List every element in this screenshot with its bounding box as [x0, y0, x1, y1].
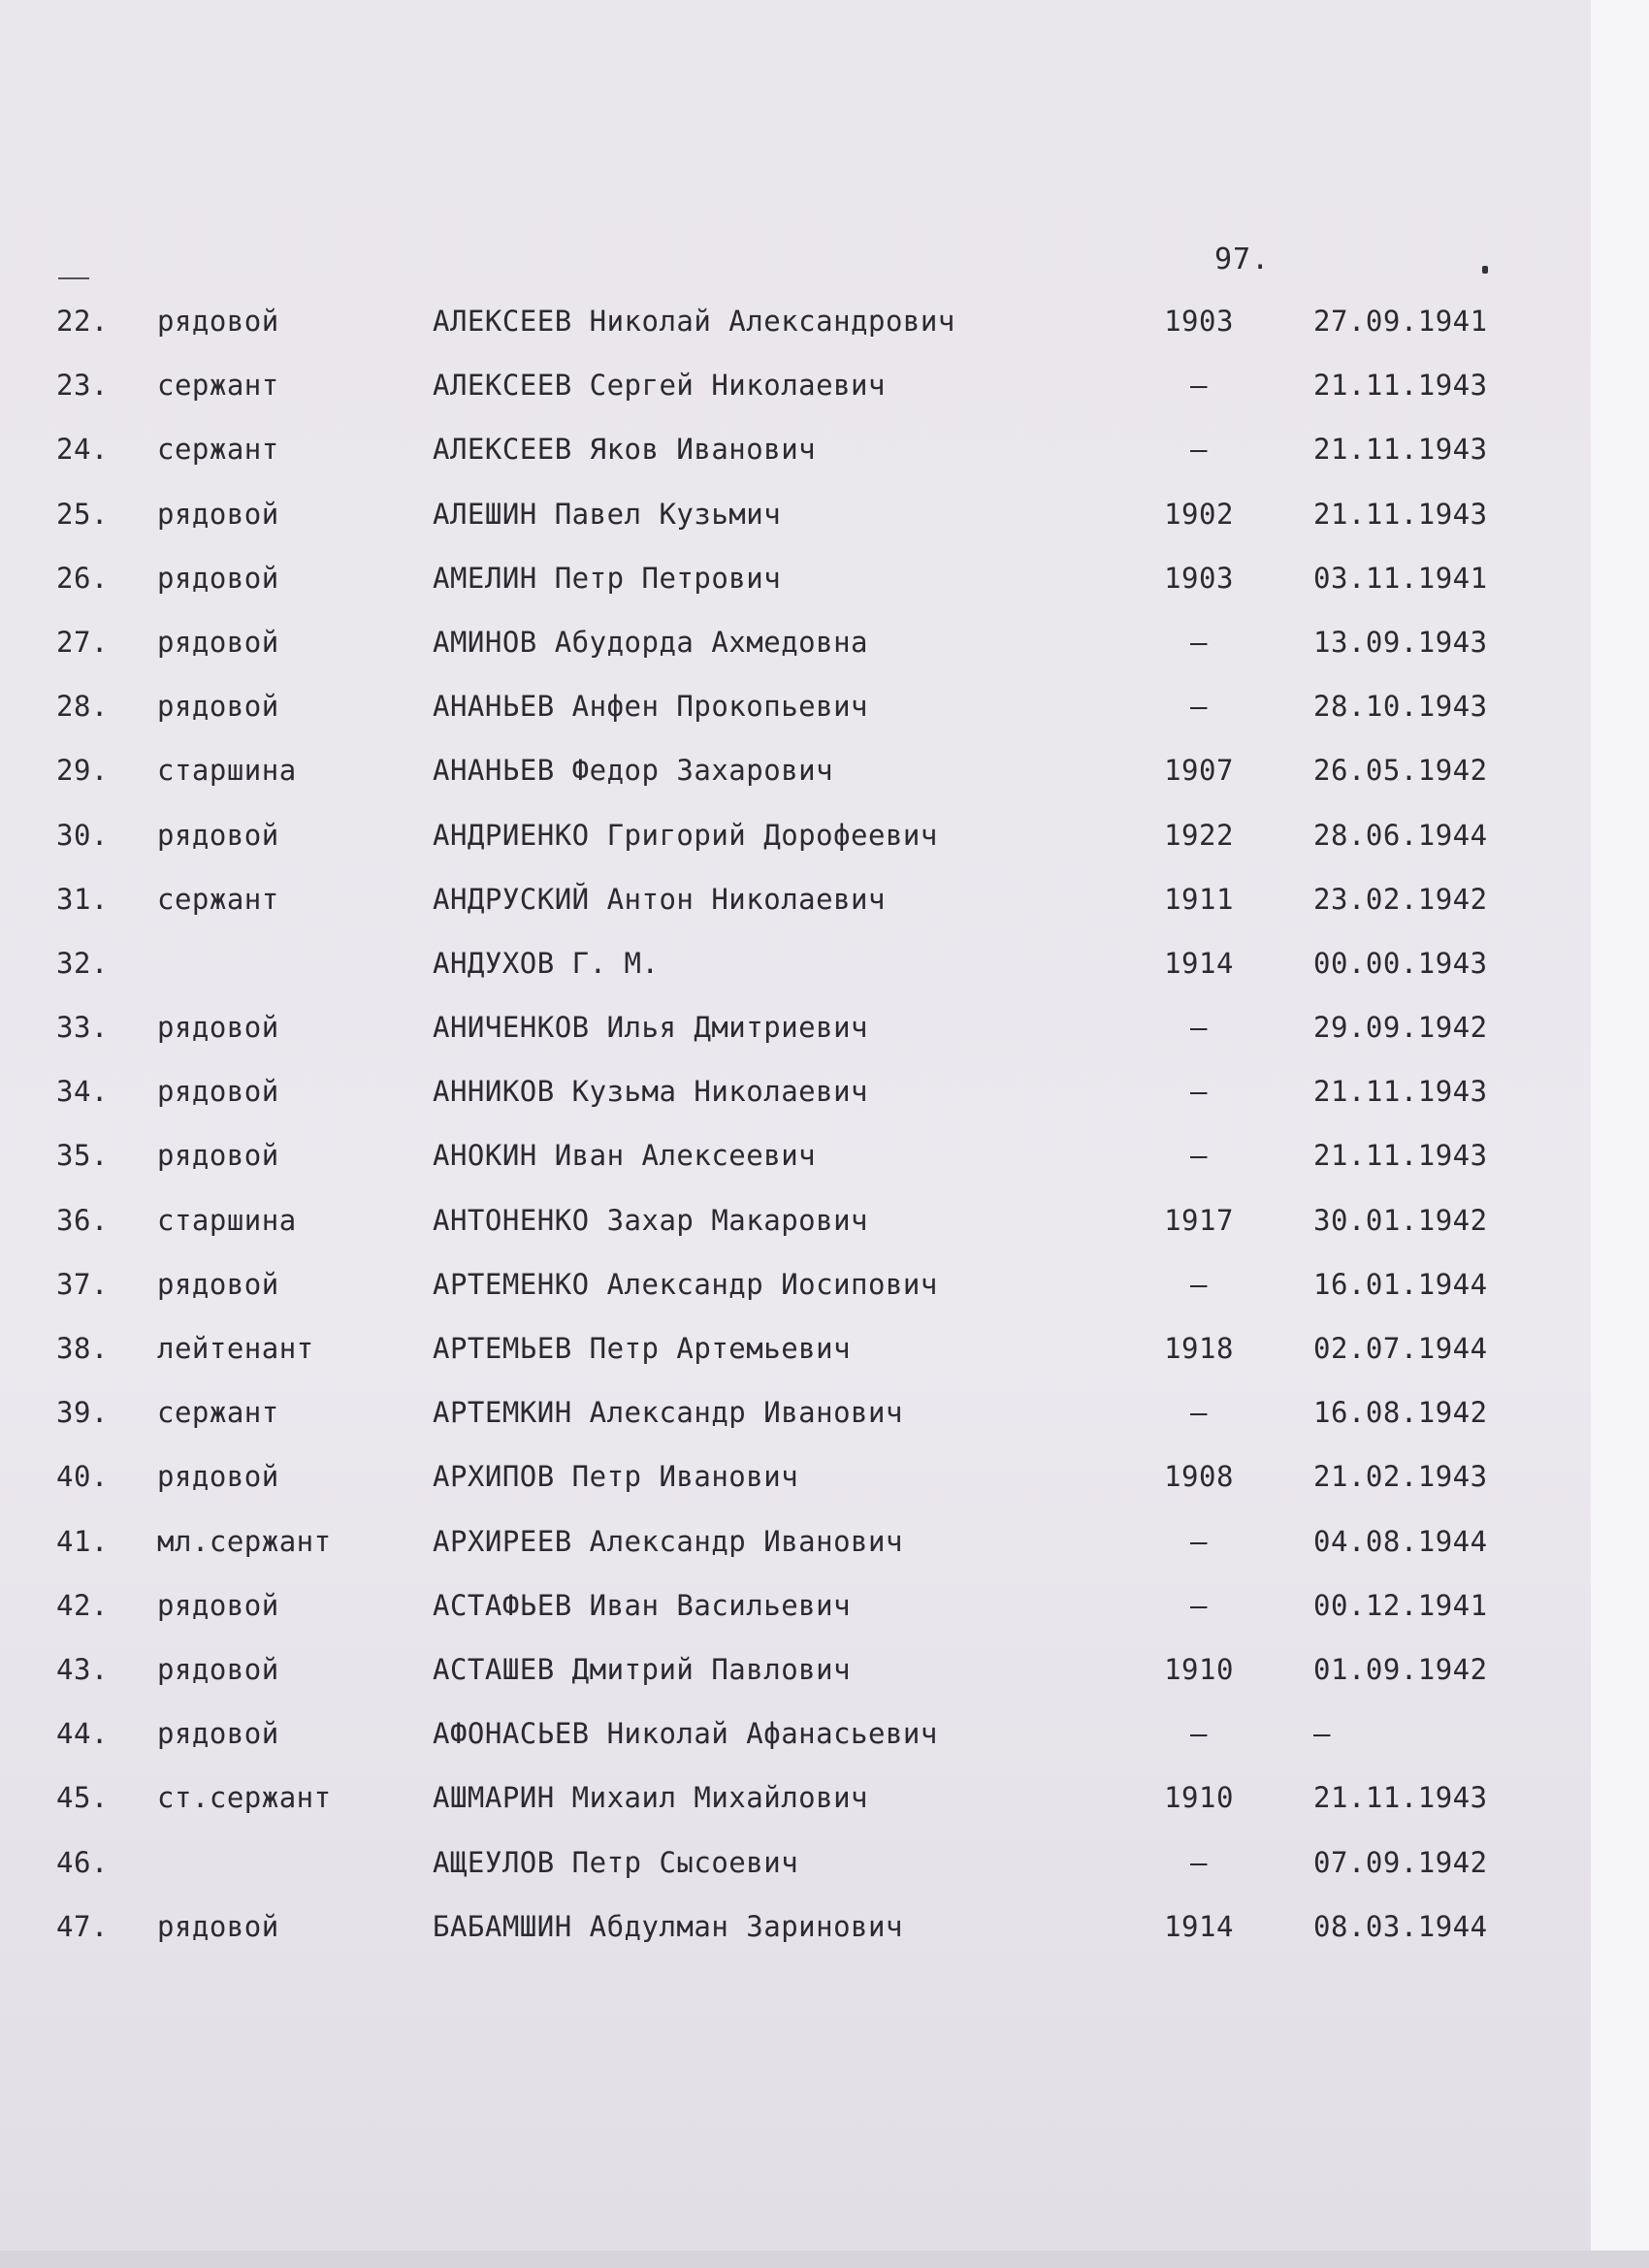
margin-mark: [58, 277, 89, 279]
roster-row: [0, 811, 1591, 875]
roster-row: [0, 554, 1591, 618]
entry-rank: рядовой: [157, 1460, 279, 1494]
entry-number: 33.: [56, 1011, 109, 1045]
entry-rank: рядовой: [157, 561, 279, 595]
entry-name: АРТЕМКИН Александр Иванович: [433, 1396, 903, 1430]
entry-rank: рядовой: [157, 1717, 279, 1751]
entry-name: АНТОНЕНКО Захар Макарович: [433, 1203, 868, 1237]
entry-birth-year: 1910: [1164, 1781, 1234, 1815]
entry-date: 21.11.1943: [1313, 1139, 1488, 1173]
entry-rank: старшина: [157, 1203, 297, 1237]
roster-row: [0, 618, 1591, 682]
entry-rank: сержант: [157, 433, 279, 467]
entry-name: АМЕЛИН Петр Петрович: [433, 561, 782, 595]
entry-date: 16.01.1944: [1313, 1267, 1488, 1301]
roster-row: [0, 746, 1591, 810]
scan-edge: [1591, 0, 1649, 2268]
entry-birth-year: 1918: [1164, 1332, 1234, 1365]
roster-row: [0, 1838, 1591, 1902]
entry-number: 37.: [56, 1267, 109, 1301]
roster-row: [0, 1196, 1591, 1260]
entry-birth-year: 1917: [1164, 1203, 1234, 1237]
entry-name: АМИНОВ Абудорда Ахмедовна: [433, 625, 868, 659]
entry-name: АСТАФЬЕВ Иван Васильевич: [433, 1588, 852, 1622]
entry-name: АНАНЬЕВ Анфен Прокопьевич: [433, 690, 868, 724]
entry-date: 21.02.1943: [1313, 1460, 1488, 1494]
roster-row: [0, 682, 1591, 746]
roster-row: [0, 361, 1591, 425]
entry-rank: рядовой: [157, 497, 279, 531]
roster-row: [0, 875, 1591, 939]
entry-number: 38.: [56, 1332, 109, 1365]
entry-rank: рядовой: [157, 690, 279, 724]
entry-date: 16.08.1942: [1313, 1396, 1488, 1430]
entry-birth-year: –: [1190, 1524, 1208, 1558]
entry-number: 22.: [56, 305, 109, 338]
entry-name: АНИЧЕНКОВ Илья Дмитриевич: [433, 1011, 868, 1045]
roster-row: [0, 1131, 1591, 1195]
roster-row: [0, 1517, 1591, 1581]
entry-birth-year: –: [1190, 1588, 1208, 1622]
entry-name: АРТЕМЬЕВ Петр Артемьевич: [433, 1332, 852, 1365]
roster-row: [0, 1709, 1591, 1773]
entry-rank: ст.сержант: [157, 1781, 332, 1815]
roster-row: [0, 425, 1591, 489]
entry-name: АШМАРИН Михаил Михайлович: [433, 1781, 868, 1815]
entry-number: 43.: [56, 1652, 109, 1686]
entry-birth-year: 1908: [1164, 1460, 1234, 1494]
roster-row: [0, 939, 1591, 1003]
entry-birth-year: 1914: [1164, 1909, 1234, 1943]
casualty-roster: [0, 297, 1591, 1966]
entry-number: 41.: [56, 1524, 109, 1558]
entry-date: 29.09.1942: [1313, 1011, 1488, 1045]
entry-name: АНОКИН Иван Алексеевич: [433, 1139, 817, 1173]
entry-name: АНДРУСКИЙ Антон Николаевич: [433, 882, 886, 916]
entry-birth-year: –: [1190, 1717, 1208, 1751]
entry-birth-year: –: [1190, 433, 1208, 467]
entry-number: 46.: [56, 1845, 109, 1879]
entry-number: 34.: [56, 1075, 109, 1109]
entry-number: 44.: [56, 1717, 109, 1751]
entry-number: 32.: [56, 946, 109, 980]
entry-number: 31.: [56, 882, 109, 916]
entry-number: 24.: [56, 433, 109, 467]
entry-name: АРХИПОВ Петр Иванович: [433, 1460, 799, 1494]
roster-row: [0, 1452, 1591, 1516]
entry-rank: лейтенант: [157, 1332, 314, 1365]
entry-birth-year: –: [1190, 625, 1208, 659]
entry-rank: рядовой: [157, 625, 279, 659]
entry-name: БАБАМШИН Абдулман Заринович: [433, 1909, 903, 1943]
roster-row: [0, 1003, 1591, 1067]
roster-row: [0, 1773, 1591, 1837]
entry-name: АНАНЬЕВ Федор Захарович: [433, 754, 834, 788]
entry-date: 27.09.1941: [1313, 305, 1488, 338]
entry-number: 45.: [56, 1781, 109, 1815]
entry-number: 30.: [56, 818, 109, 852]
entry-date: 00.00.1943: [1313, 946, 1488, 980]
entry-name: АРХИРЕЕВ Александр Иванович: [433, 1524, 903, 1558]
entry-number: 23.: [56, 369, 109, 403]
entry-name: АСТАШЕВ Дмитрий Павлович: [433, 1652, 852, 1686]
entry-rank: мл.сержант: [157, 1524, 332, 1558]
entry-date: 03.11.1941: [1313, 561, 1488, 595]
roster-row: [0, 490, 1591, 554]
entry-date: 13.09.1943: [1313, 625, 1488, 659]
entry-name: АНДУХОВ Г. М.: [433, 946, 660, 980]
entry-number: 40.: [56, 1460, 109, 1494]
entry-birth-year: –: [1190, 1011, 1208, 1045]
entry-number: 25.: [56, 497, 109, 531]
roster-row: [0, 297, 1591, 361]
entry-birth-year: –: [1190, 1396, 1208, 1430]
entry-name: АННИКОВ Кузьма Николаевич: [433, 1075, 868, 1109]
entry-birth-year: 1902: [1164, 497, 1234, 531]
entry-rank: сержант: [157, 882, 279, 916]
roster-row: [0, 1260, 1591, 1324]
entry-birth-year: –: [1190, 1267, 1208, 1301]
entry-rank: старшина: [157, 754, 297, 788]
entry-name: АЛЕКСЕЕВ Сергей Николаевич: [433, 369, 886, 403]
entry-date: 23.02.1942: [1313, 882, 1488, 916]
roster-row: [0, 1388, 1591, 1452]
roster-row: [0, 1581, 1591, 1645]
entry-date: 28.10.1943: [1313, 690, 1488, 724]
entry-rank: рядовой: [157, 1909, 279, 1943]
entry-date: 21.11.1943: [1313, 1781, 1488, 1815]
entry-number: 28.: [56, 690, 109, 724]
scan-edge: [0, 2251, 1649, 2268]
entry-number: 35.: [56, 1139, 109, 1173]
entry-rank: рядовой: [157, 1588, 279, 1622]
entry-date: 21.11.1943: [1313, 433, 1488, 467]
entry-birth-year: –: [1190, 1139, 1208, 1173]
entry-birth-year: –: [1190, 1075, 1208, 1109]
entry-date: 21.11.1943: [1313, 1075, 1488, 1109]
entry-birth-year: 1911: [1164, 882, 1234, 916]
entry-rank: рядовой: [157, 818, 279, 852]
entry-number: 36.: [56, 1203, 109, 1237]
entry-date: 08.03.1944: [1313, 1909, 1488, 1943]
entry-name: АРТЕМЕНКО Александр Иосипович: [433, 1267, 938, 1301]
entry-number: 26.: [56, 561, 109, 595]
entry-date: 02.07.1944: [1313, 1332, 1488, 1365]
entry-name: АЛЕШИН Павел Кузьмич: [433, 497, 782, 531]
entry-birth-year: –: [1190, 369, 1208, 403]
entry-date: 01.09.1942: [1313, 1652, 1488, 1686]
entry-date: 04.08.1944: [1313, 1524, 1488, 1558]
entry-date: 30.01.1942: [1313, 1203, 1488, 1237]
entry-name: АФОНАСЬЕВ Николай Афанасьевич: [433, 1717, 938, 1751]
entry-rank: сержант: [157, 1396, 279, 1430]
entry-date: 07.09.1942: [1313, 1845, 1488, 1879]
roster-row: [0, 1324, 1591, 1388]
entry-name: АЩЕУЛОВ Петр Сысоевич: [433, 1845, 799, 1879]
entry-number: 27.: [56, 625, 109, 659]
entry-date: –: [1313, 1717, 1331, 1751]
entry-rank: рядовой: [157, 1075, 279, 1109]
entry-date: 21.11.1943: [1313, 497, 1488, 531]
entry-number: 42.: [56, 1588, 109, 1622]
entry-birth-year: 1922: [1164, 818, 1234, 852]
entry-date: 00.12.1941: [1313, 1588, 1488, 1622]
entry-name: АЛЕКСЕЕВ Николай Александрович: [433, 305, 955, 338]
entry-rank: рядовой: [157, 1139, 279, 1173]
entry-rank: рядовой: [157, 1011, 279, 1045]
entry-number: 47.: [56, 1909, 109, 1943]
entry-name: АНДРИЕНКО Григорий Дорофеевич: [433, 818, 938, 852]
entry-name: АЛЕКСЕЕВ Яков Иванович: [433, 433, 817, 467]
roster-row: [0, 1067, 1591, 1131]
roster-row: [0, 1645, 1591, 1709]
entry-rank: рядовой: [157, 305, 279, 338]
entry-rank: сержант: [157, 369, 279, 403]
entry-birth-year: 1907: [1164, 754, 1234, 788]
entry-rank: рядовой: [157, 1267, 279, 1301]
page-number: 97.: [1214, 243, 1271, 276]
entry-date: 21.11.1943: [1313, 369, 1488, 403]
roster-row: [0, 1902, 1591, 1966]
entry-birth-year: –: [1190, 1845, 1208, 1879]
entry-birth-year: –: [1190, 690, 1208, 724]
entry-birth-year: 1914: [1164, 946, 1234, 980]
entry-number: 39.: [56, 1396, 109, 1430]
entry-date: 28.06.1944: [1313, 818, 1488, 852]
margin-mark: [1482, 266, 1488, 274]
entry-number: 29.: [56, 754, 109, 788]
entry-birth-year: 1910: [1164, 1652, 1234, 1686]
entry-birth-year: 1903: [1164, 561, 1234, 595]
entry-rank: рядовой: [157, 1652, 279, 1686]
entry-date: 26.05.1942: [1313, 754, 1488, 788]
entry-birth-year: 1903: [1164, 305, 1234, 338]
